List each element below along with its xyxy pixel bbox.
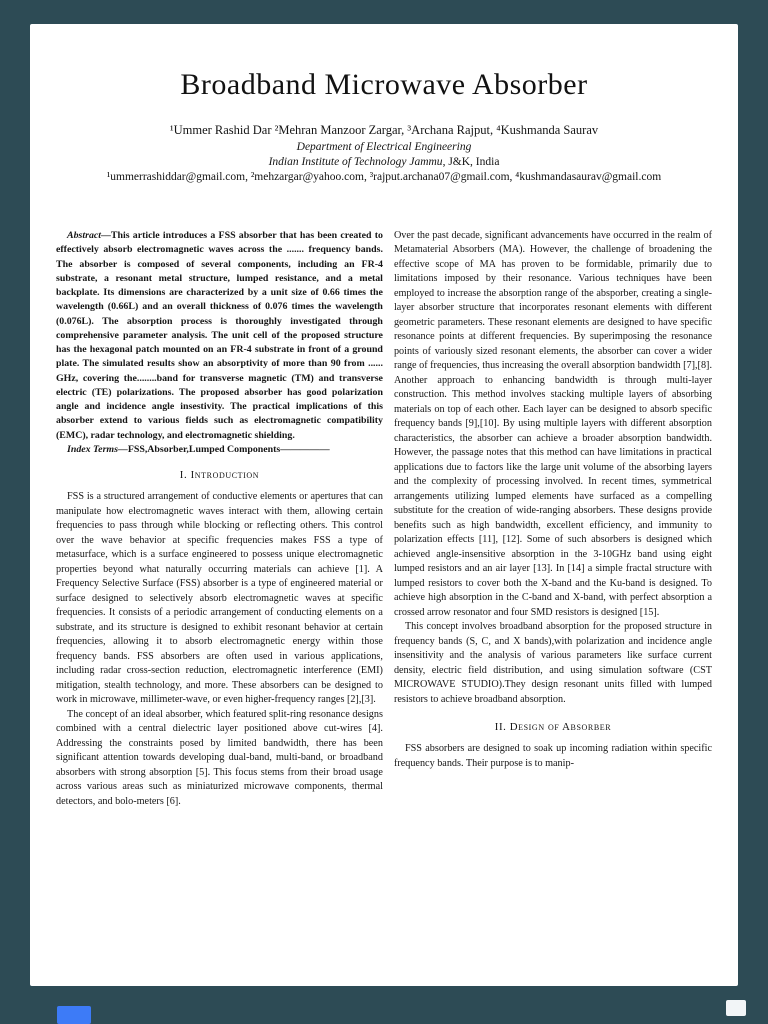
abstract-text: This article introduces a FSS absorber that has been created to effectively absorb electromagnetic waves across the ....... frequency bands. The absorber is composed of several components, including an FR-4 substrate, a resonant metal structure, lumped resistance, and a metal backplate. Its dimensions are characterized by a unit size of 0.66 times the wavelength (0.66L) and an overall thickness of 0.076 times the wavelength (0.076L). The absorption process is thoroughly investigated through comprehensive parameter analysis. The unit cell of the proposed structure has the hexagonal patch mounted on an FR-4 substrate in front of a ground plate. The simulated results show an absorptivity of more than 90 from ...... GHz, covering the........band for transverse magnetic (TM) and transverse electric (TE) polarizations. The proposed absorber has good polarization angle and incidence angle insestivity. The practical implications of this absorber extend to various fields such as electromagnetic compatibility (EMC), radar technology, and electromagnetic shielding. [56,230,383,441]
institute-location: , J&K, India [442,156,500,168]
section-heading-introduction: I. Introduction [179,469,260,481]
introduction-paragraph-2: The concept of an ideal absorber, which featured split-ring resonance designs combined with a central dielectric layer positioned above cut-wires [4]. Addressing the constraints posed by limited bandwidth, there has been significant attention towards developing dual-band, multi-band, or broadband absorbers with strong absorption [5]. This focus stems from their broad usage across various areas such as miniaturized microwave components, thermal detectors, and bolo-meters [6]. [56,708,383,807]
right-column [394,229,712,809]
abstract-paragraph [56,229,383,443]
right-column-paragraph-1: Over the past decade, significant advancements have occurred in the realm of Metamaterial Absorbers (MA). However, the challenge of broadening the effective scope of MA has proven to be formidable, primarily due to limitations imposed by their resonance. Various techniques have been employed to increase the absorption range of the absporber, creating a single-layer absorber structure that incorporates resonant elements with different geometric parameters. These resonant elements are designed to have specific resonance points at different frequencies. By superimposing the resonance points of variously sized resonant elements, the absorber can cover a wider range of frequencies, thus increasing the overall absorption bandwidth [7],[8]. Another approach to enhancing bandwidth is through multi-layer construction. This method involves stacking multiple layers of absorbing materials on top of each other. Each layer can be designed to absorb specific frequency bands [9],[10]. By using multiple layers with different absorption characteristics, the absorber can achieve a broader absorption bandwidth. However, the passage notes that this method can have limitations in practical applications due to factors like the large unit volume of the absorbing layers and the complexity of processing involved. In recent times, symmetrical arrangements utilizing lumped elements have surfaced as a compelling substitute for the creation of wide-ranging absorbers. These designs provide benefits such as high bandwidth, excellent efficiency, and immunity to polarization effects [11], [12]. Some of such absorbers is designed which achieved angle-insensitive absorption in the 3-10GHz band using eight lumped resistors and an air layer [13]. In [14] a simple fractal structure with lumped resistors to cover both the X-band and the Ku-band is designed. To achieve high absorption in the C-band and X-band, with perfect absorption a crossed arrow resonator and four SMD resistors is designed [15]. [393,230,712,618]
emails-line: ¹ummerrashiddar@gmail.com, ²mehzargar@yahoo.com, ³rajput.archana07@gmail.com, ⁴kushmandasaurav@gmail.com [106,171,662,183]
introduction-paragraph-1: FSS is a structured arrangement of conductive elements or apertures that can manipulate how electromagnetic waves interact with them, allowing certain frequencies to pass through while blocking or reflecting others. This control over the wave behavior at specific frequencies makes FSS a type of metasurface, which is a surface engineered to possess unique electromagnetic properties beyond what naturally occurring materials can achieve [1]. A Frequency Selective Surface (FSS) absorber is a type of engineered material or surface designed to selectively absorb electromagnetic waves at specific frequencies. It consists of a periodic arrangement of conducting elements on a substrate, and its structure is designed to exhibit resonant behavior at certain frequencies, allowing it to absorb electromagnetic energy within those frequency bands. FSS absorbers are often used in various applications, including radar cross-section reduction, electromagnetic interference (EMI) mitigation, stealth technology, and more. These absorbers can be designed to work in microwave, millimeter-wave, or even higher-frequency ranges [2],[3]. [56,491,383,706]
paper-title: Broadband Microwave Absorber [180,68,588,101]
index-terms-text: FSS,Absorber,Lumped Components————— [127,443,330,455]
institute-name: Indian Institute of Technology Jammu [268,156,443,168]
abstract-label: Abstract— [67,230,111,241]
left-column [56,229,383,809]
right-column-paragraph-2: This concept involves broadband absorption for the proposed structure in frequency bands (S, C, and X bands),with polarization and incidence angle insensitivity and the analysis of various parameters like surface current density, electric field distribution, and using simulation software (CST MICROWAVE STUDIO).They design resonant units filled with lumped resistors to achieve broadband absorption. [393,621,712,705]
viewer-footer-white-button[interactable] [726,1000,746,1016]
design-paragraph-1: FSS absorbers are designed to soak up incoming radiation within specific frequency bands. Their purpose is to manip- [393,743,712,769]
index-terms-label: Index Terms— [67,443,128,455]
index-terms-paragraph [56,443,383,457]
authors-line: ¹Ummer Rashid Dar ²Mehran Manzoor Zargar, ³Archana Rajput, ⁴Kushmanda Saurav [169,123,599,137]
department-line: Department of Electrical Engineering [296,141,472,153]
institute-line [56,156,712,168]
section-heading-design-of-absorber: II. Design of Absorber [494,720,612,733]
two-column-body [56,229,712,809]
viewer-footer-blue-button[interactable] [57,1006,91,1024]
page-content [30,24,738,829]
paper-page [30,24,738,986]
